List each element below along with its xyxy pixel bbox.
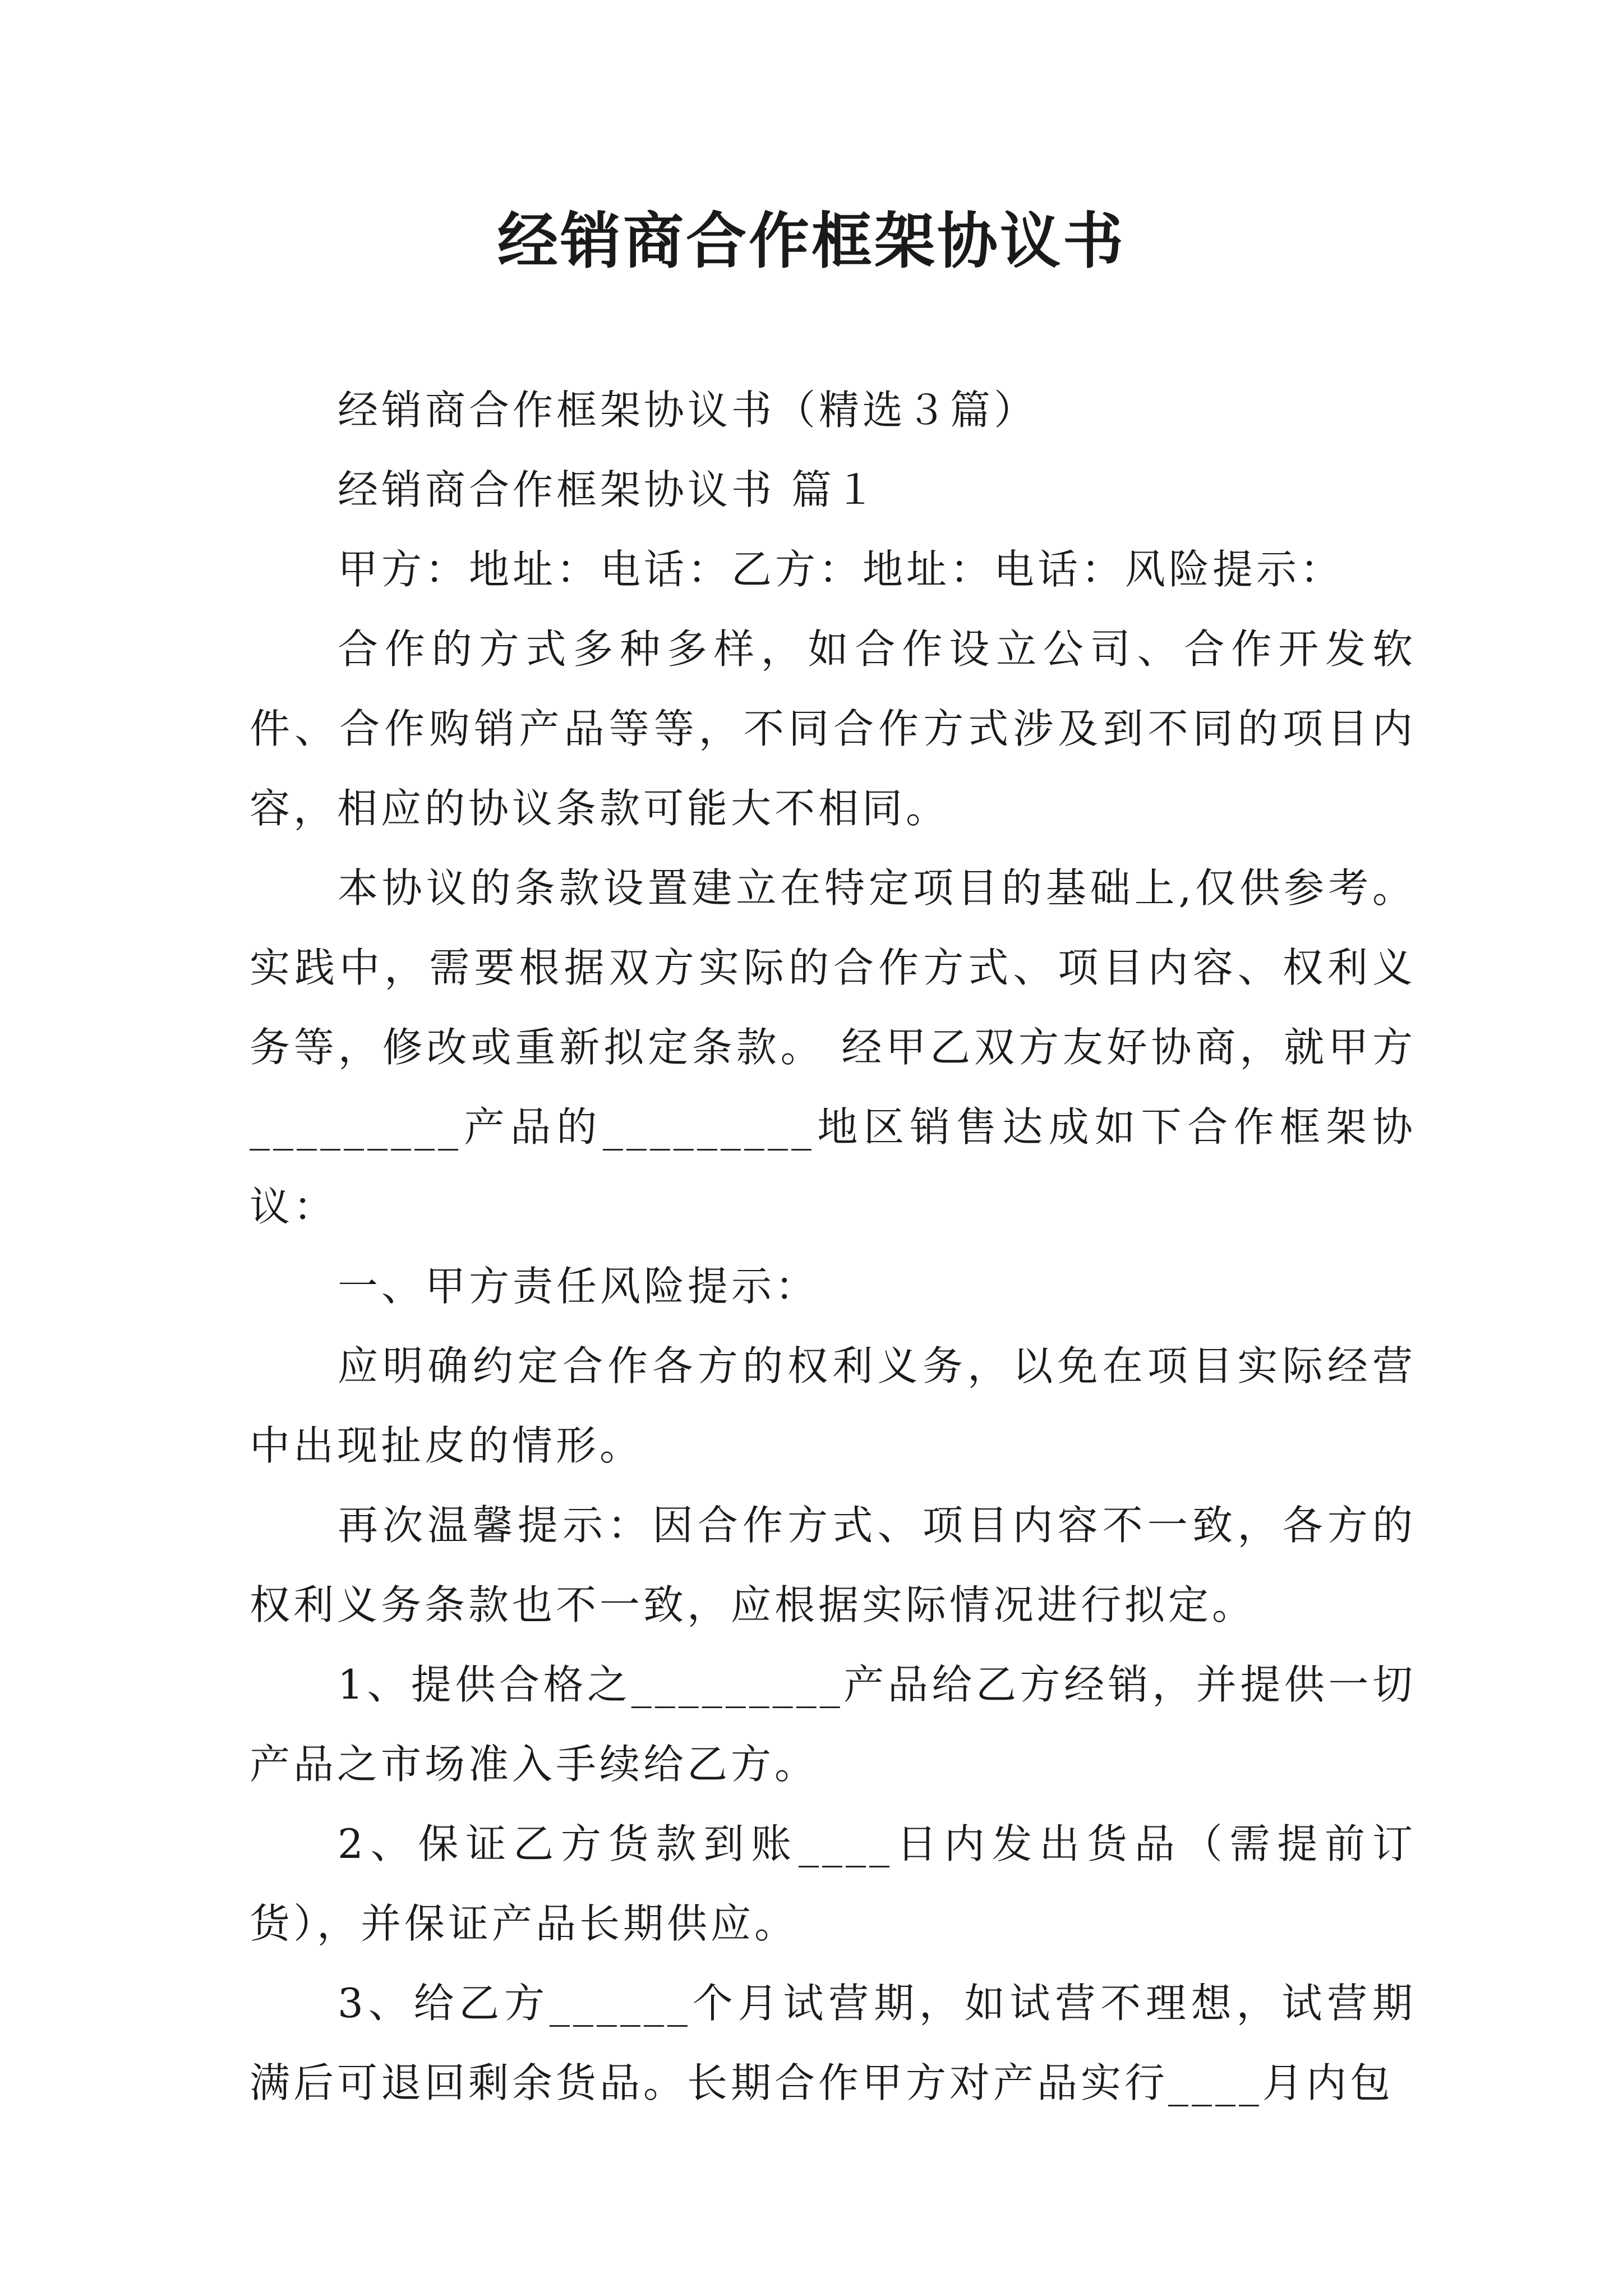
paragraph-rights-obligations: 应明确约定合作各方的权利义务，以免在项目实际经营中出现扯皮的情形。 xyxy=(250,1342,1416,1469)
paragraph-section-heading: 经销商合作框架协议书 篇１ xyxy=(338,466,879,513)
paragraph-agreement-basis: 本协议的条款设置建立在特定项目的基础上,仅供参考。实践中，需要根据双方实际的合作方式、项目内容、权利义务等，修改或重新拟定条款。 经甲乙双方友好协商，就甲方_________产品的_________地区销售达成如下合作框架协议： xyxy=(250,864,1416,1230)
paragraph-parties: 甲方：地址：电话：乙方：地址：电话：风险提示： xyxy=(338,546,1344,593)
paragraph-cooperation-methods: 合作的方式多种多样，如合作设立公司、合作开发软件、合作购销产品等等，不同合作方式涉及到不同的项目内容，相应的协议条款可能大不相同。 xyxy=(250,625,1416,832)
paragraph-subtitle: 经销商合作框架协议书（精选３篇） xyxy=(338,386,1038,434)
document-title: 经销商合作框架协议书 xyxy=(497,206,1126,277)
paragraph-clause-2: 2、保证乙方货款到账____日内发出货品（需提前订货），并保证产品长期供应。 xyxy=(250,1820,1416,1947)
paragraph-clause-3: 3、给乙方______个月试营期，如试营不理想，试营期满后可退回剩余货品。长期合作甲方对产品实行____月内包 xyxy=(250,1980,1416,2106)
paragraph-party-a-heading: 一、甲方责任风险提示： xyxy=(338,1263,819,1310)
paragraph-reminder: 再次温馨提示：因合作方式、项目内容不一致，各方的权利义务条款也不一致，应根据实际情况进行拟定。 xyxy=(250,1502,1416,1628)
document-body xyxy=(250,370,1416,2123)
paragraph-clause-1: 1、提供合格之_________产品给乙方经销，并提供一切产品之市场准入手续给乙方。 xyxy=(250,1661,1416,1788)
